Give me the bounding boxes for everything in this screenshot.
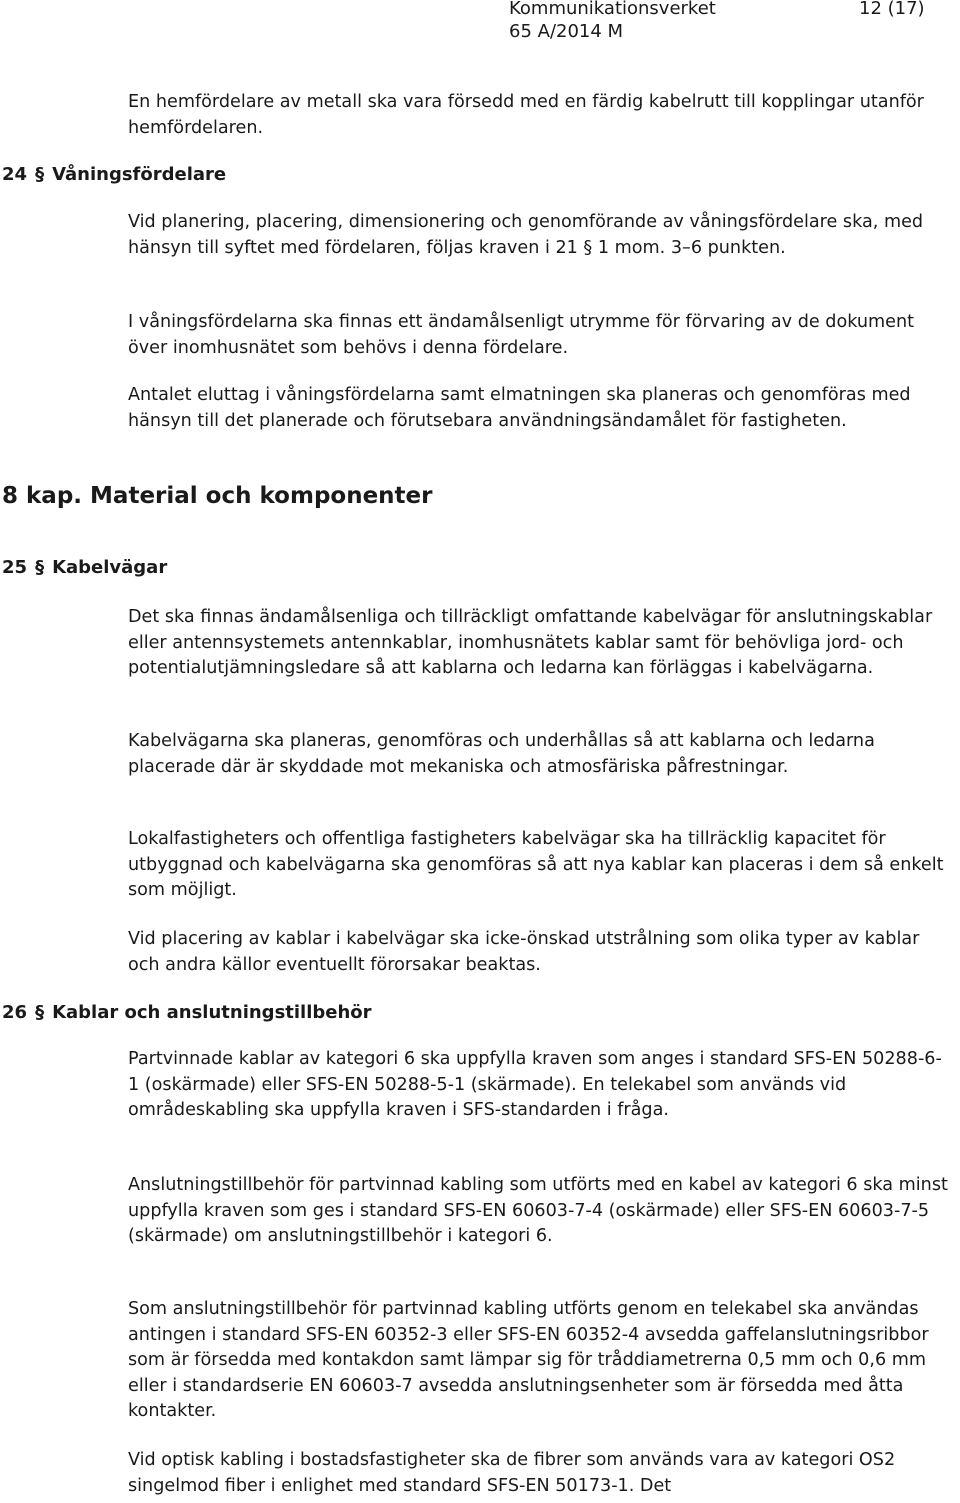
section-26-sign: § — [35, 1002, 45, 1023]
header-organization: Kommunikationsverket — [509, 0, 716, 19]
section-26-number: 26 — [2, 1002, 28, 1023]
section-25-paragraph-4: Vid placering av kablar i kabelvägar ska icke-önskad utstrålning som olika typer av kablar och andra källor eventuellt förorsakar beaktas. — [128, 929, 920, 975]
section-24-paragraph-1: Vid planering, placering, dimensionering och genomförande av våningsfördelare ska, med hänsyn till syftet med fördelaren, följas kraven i 21 § 1 mom. 3–6 punkten. — [128, 212, 924, 258]
section-26-paragraph-3: Som anslutningstillbehör för partvinnad kabling utförts genom en telekabel ska användas antingen i standard SFS-EN 60352-3 eller SFS-EN 60352-4 avsedda gaffelanslutningsribbor som är försedda med kontakdon samt lämpar sig för tråddiametrerna 0,5 mm och 0,6 mm eller i standardserie EN 60603-7 avsedda anslutningsenheter som är försedda med åtta kontakter. — [128, 1299, 929, 1422]
section-25-paragraph-3: Lokalfastigheters och offentliga fastigheters kabelvägar ska ha tillräcklig kapacitet för utbyggnad och kabelvägarna ska genomföras så att nya kablar kan placeras i dem så enkelt som möjligt. — [128, 829, 944, 901]
section-25-paragraph-1: Det ska finnas ändamålsenliga och tillräckligt omfattande kabelvägar för anslutningskablar eller antennsystemets antennkablar, inomhusnätets kablar samt för behövliga jord- och potentialutjämningsledare så att kablarna och ledarna kan förläggas i kabelvägarna. — [128, 607, 933, 679]
section-25-number: 25 — [2, 557, 28, 578]
section-25-sign: § — [35, 557, 45, 578]
section-25-paragraph-2: Kabelvägarna ska planeras, genomföras och underhållas så att kablarna och ledarna placerade där är skyddade mot mekaniska och atmosfäriska påfrestningar. — [128, 731, 875, 777]
section-24-number: 24 — [2, 164, 28, 185]
section-24-title: Våningsfördelare — [52, 164, 227, 185]
section-26-paragraph-1: Partvinnade kablar av kategori 6 ska uppfylla kraven som anges i standard SFS-EN 50288-6-1 (oskärmade) eller SFS-EN 50288-5-1 (skärmade). En telekabel som används vid områdeskabling ska uppfylla kraven i SFS-standarden i fråga. — [128, 1049, 942, 1121]
section-26-heading — [2, 1000, 372, 1026]
section-26-paragraph-2: Anslutningstillbehör för partvinnad kabling som utförts med en kabel av kategori 6 ska minst uppfylla kraven som ges i standard SFS-EN 60603-7-4 (oskärmade) eller SFS-EN 60603-7-5 (skärmade) om anslutningstillbehör i kategori 6. — [128, 1175, 948, 1247]
section-26-title: Kablar och anslutningstillbehör — [52, 1002, 372, 1023]
section-24-paragraph-3: Antalet eluttag i våningsfördelarna samt elmatningen ska planeras och genomföras med hänsyn till det planerade och förutsebara användningsändamålet för fastigheten. — [128, 385, 911, 431]
header-page-number: 12 (17) — [859, 0, 925, 19]
section-24-heading — [2, 162, 226, 188]
section-25-heading — [2, 555, 167, 581]
section-25-title: Kabelvägar — [52, 557, 168, 578]
chapter-heading: 8 kap. Material och komponenter — [2, 483, 433, 509]
section-24-paragraph-2: I våningsfördelarna ska finnas ett ändamålsenligt utrymme för förvaring av de dokument över inomhusnätet som behövs i denna fördelare. — [128, 312, 915, 358]
section-26-paragraph-4: Vid optisk kabling i bostadsfastigheter ska de fibrer som används vara av kategori OS2 singelmod fiber i enlighet med standard SFS-EN 50173-1. Det — [128, 1450, 896, 1496]
header-reference: 65 A/2014 M — [509, 21, 624, 42]
section-24-sign: § — [35, 164, 45, 185]
intro-paragraph: En hemfördelare av metall ska vara försedd med en färdig kabelrutt till kopplingar utanför hemfördelaren. — [128, 92, 924, 138]
